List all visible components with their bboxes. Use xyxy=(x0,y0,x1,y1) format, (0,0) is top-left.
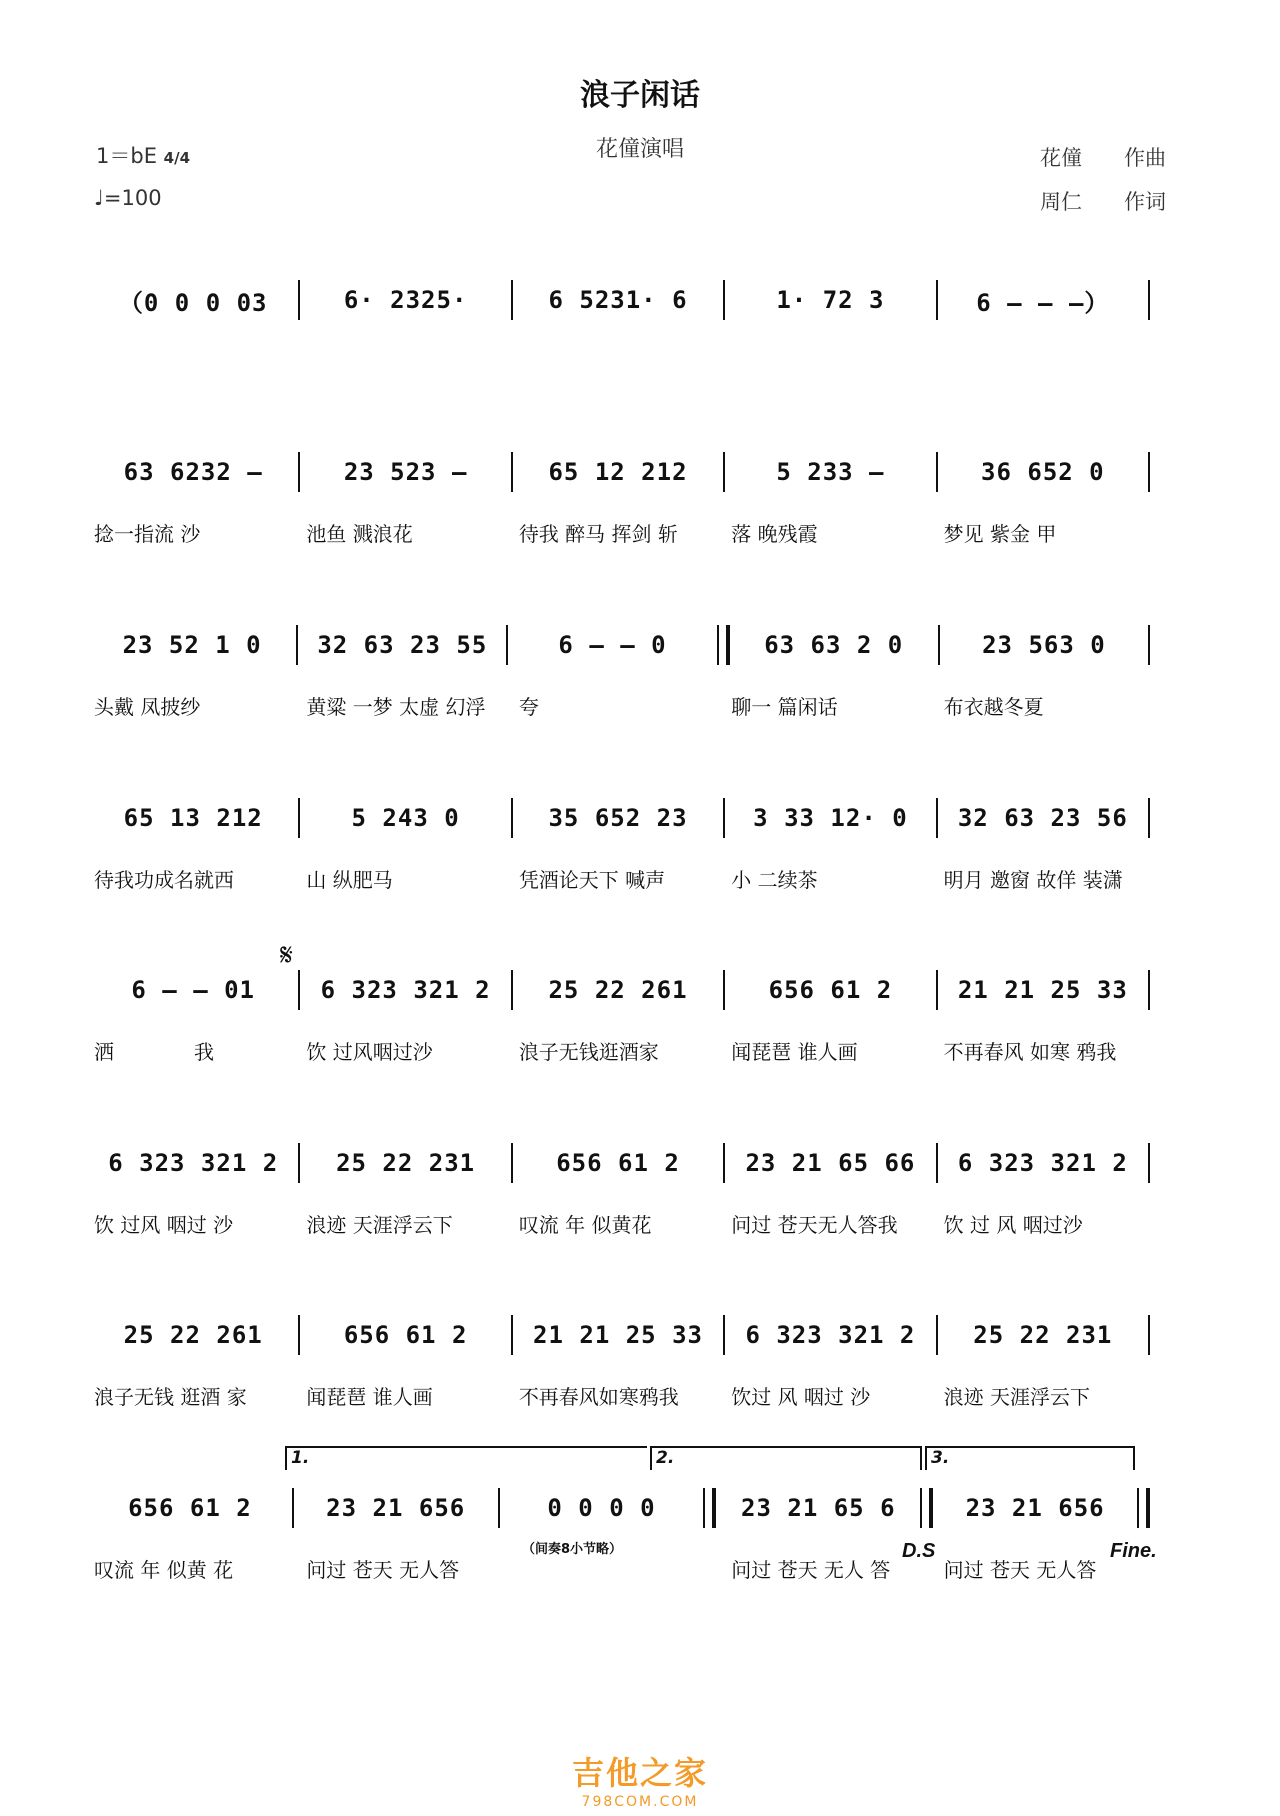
volta-1-bracket xyxy=(285,1446,647,1470)
lyric-segment: 不再春风如寒鸦我 xyxy=(518,1385,679,1409)
lyric-segment: 头戴 凤披纱 xyxy=(94,695,201,719)
score-system xyxy=(88,1143,1150,1243)
measure: 6· 2325· xyxy=(343,286,468,314)
barline xyxy=(1148,452,1150,492)
measure: 23 523 – xyxy=(343,458,468,486)
measure: 3 33 12· 0 xyxy=(753,804,908,832)
lyric-segment: 问过 苍天 无人 答 xyxy=(731,1558,891,1582)
score-system xyxy=(88,1315,1150,1415)
tempo-marking: ♩=100 xyxy=(94,186,162,210)
measure: 21 21 25 33 xyxy=(533,1321,703,1349)
barline xyxy=(1137,1488,1150,1528)
measure: 656 61 2 xyxy=(343,1321,468,1349)
measure: 32 63 23 56 xyxy=(957,804,1128,832)
score-system xyxy=(88,280,1150,380)
lyric-segment: 待我功成名就西 xyxy=(94,868,234,892)
lyric-segment: 问过 苍天 无人答 xyxy=(306,1558,460,1582)
watermark-main: 吉他之家 xyxy=(571,1754,708,1792)
notation-line xyxy=(88,625,1150,665)
lyric-segment: 问过 苍天 无人答 xyxy=(943,1558,1097,1582)
measure: 656 61 2 xyxy=(768,976,893,1004)
segno-sign: 𝄋 xyxy=(280,938,293,973)
measure: 6 323 321 2 xyxy=(320,976,491,1004)
measure: 63 63 2 0 xyxy=(764,631,904,659)
barline xyxy=(703,1488,716,1528)
lyric-segment: 浪迹 天涯浮云下 xyxy=(943,1385,1090,1409)
measure: 6 – – 01 xyxy=(131,976,255,1004)
notation-line xyxy=(88,1488,1150,1528)
score-system xyxy=(88,452,1150,552)
lyric-segment: 待我 醉马 挥剑 斩 xyxy=(518,522,678,546)
lyric-segment: 明月 邀窗 故佯 装潇 xyxy=(943,868,1123,892)
measure: 6 323 321 2 xyxy=(745,1321,916,1349)
measure: 25 22 261 xyxy=(123,1321,263,1349)
lyric-segment: 叹流 年 似黄 花 xyxy=(94,1558,234,1582)
fine-mark: Fine. xyxy=(1110,1540,1157,1562)
measure: 21 21 25 33 xyxy=(957,976,1128,1004)
key-label: 1＝bE xyxy=(96,144,157,168)
measure: 25 22 231 xyxy=(336,1149,476,1177)
measure: 25 22 231 xyxy=(973,1321,1113,1349)
lyricist-credit: 周仁 作词 xyxy=(1040,190,1166,214)
lyric-segment: 捻一指流 沙 xyxy=(94,522,201,546)
notation-line xyxy=(88,1143,1150,1183)
measure: 6 323 321 2 xyxy=(957,1149,1128,1177)
lyric-segment: 问过 苍天无人答我 xyxy=(731,1213,898,1237)
lyric-line xyxy=(88,1554,1150,1583)
lyric-segment: 黄粱 一梦 太虚 幻浮 xyxy=(306,695,486,719)
lyric-segment: 浪迹 天涯浮云下 xyxy=(306,1213,453,1237)
measure: 23 52 1 0 xyxy=(122,631,262,659)
volta-3-bracket xyxy=(925,1446,1135,1470)
lyric-segment: 布衣越冬夏 xyxy=(943,695,1044,719)
lyric-line xyxy=(88,1381,1150,1410)
lyric-segment: 聊一 篇闲话 xyxy=(731,695,838,719)
measure: 23 21 656 xyxy=(326,1494,466,1522)
barline xyxy=(1148,625,1150,665)
composer-credit: 花僮 作曲 xyxy=(1040,146,1166,170)
lyric-segment: 饮 过 风 咽过沙 xyxy=(943,1213,1083,1237)
lyric-segment: 夸 xyxy=(518,695,539,719)
measure: 23 21 65 6 xyxy=(741,1494,896,1522)
measure: 23 21 65 66 xyxy=(745,1149,916,1177)
lyric-segment: 不再春风 如寒 鸦我 xyxy=(943,1040,1117,1064)
lyric-segment xyxy=(513,1554,725,1583)
barline xyxy=(1148,1143,1150,1183)
measure: 6 323 321 2 xyxy=(108,1149,279,1177)
barline xyxy=(1148,280,1150,320)
lyric-segment: 洒 我 xyxy=(94,1040,214,1064)
lyric-segment: 山 纵肥马 xyxy=(306,868,393,892)
lyric-segment: 闻琵琶 谁人画 xyxy=(306,1385,433,1409)
lyric-segment: 饮 过风 咽过 沙 xyxy=(94,1213,234,1237)
lyric-segment: 梦见 紫金 甲 xyxy=(943,522,1057,546)
barline xyxy=(717,625,730,665)
watermark-sub: 798COM.COM xyxy=(581,1794,699,1810)
volta-1-label: 1. xyxy=(291,1448,310,1468)
time-signature: 4/4 xyxy=(163,149,191,167)
lyric-segment: 饮过 风 咽过 沙 xyxy=(731,1385,871,1409)
measure: 35 652 23 xyxy=(548,804,688,832)
singer-credit: 花僮演唱 xyxy=(595,137,684,162)
lyric-segment: 浪子无钱逛酒家 xyxy=(518,1040,659,1064)
key-signature xyxy=(96,140,190,170)
interlude-note: （间奏8小节略） xyxy=(522,1542,623,1557)
measure: 32 63 23 55 xyxy=(317,631,488,659)
watermark-logo xyxy=(0,1748,1280,1810)
measure: 36 652 0 xyxy=(981,458,1105,486)
measure: 65 12 212 xyxy=(548,458,688,486)
barline xyxy=(1148,798,1150,838)
measure: 65 13 212 xyxy=(123,804,263,832)
score-system xyxy=(88,625,1150,725)
measure: 5 233 – xyxy=(776,458,885,486)
measure: 656 61 2 xyxy=(128,1494,252,1522)
lyric-line xyxy=(88,1036,1150,1065)
lyric-segment: 凭酒论天下 喊声 xyxy=(518,868,666,892)
volta-3-label: 3. xyxy=(931,1448,950,1468)
measure: 6 5231· 6 xyxy=(548,286,688,314)
measure: 6 – – –） xyxy=(976,288,1110,317)
measure: 1· 72 3 xyxy=(776,286,885,314)
measure: 5 243 0 xyxy=(351,804,460,832)
lyric-segment: 落 晚残霞 xyxy=(731,522,818,546)
lyric-segment: 池鱼 溅浪花 xyxy=(306,522,413,546)
score-system xyxy=(88,970,1150,1070)
measure: 0 0 0 0 xyxy=(547,1494,656,1522)
volta-2-label: 2. xyxy=(656,1448,675,1468)
notation-line xyxy=(88,798,1150,838)
measure: 23 563 0 xyxy=(982,631,1106,659)
lyric-line xyxy=(88,691,1150,720)
lyric-line xyxy=(88,518,1150,547)
measure: 63 6232 – xyxy=(123,458,263,486)
barline xyxy=(920,1488,933,1528)
lyric-segment: 闻琵琶 谁人画 xyxy=(731,1040,858,1064)
lyric-line xyxy=(88,1209,1150,1238)
barline xyxy=(1148,1315,1150,1355)
barline xyxy=(1148,970,1150,1010)
notation-line xyxy=(88,452,1150,492)
song-title: 浪子闲话 xyxy=(580,78,700,113)
measure: 25 22 261 xyxy=(548,976,688,1004)
lyric-segment: 浪子无钱 逛酒 家 xyxy=(94,1385,247,1409)
score-system xyxy=(88,798,1150,898)
measure: 23 21 656 xyxy=(965,1494,1105,1522)
lyric-segment: 小 二续茶 xyxy=(731,868,818,892)
notation-line xyxy=(88,1315,1150,1355)
measure: 656 61 2 xyxy=(556,1149,680,1177)
notation-line xyxy=(88,970,1150,1010)
notation-line xyxy=(88,280,1150,320)
lyric-line xyxy=(88,864,1150,893)
measure: 6 – – 0 xyxy=(558,631,667,659)
measure: （0 0 0 03 xyxy=(118,288,268,317)
ds-mark: D.S xyxy=(902,1540,936,1562)
lyric-segment: 叹流 年 似黄花 xyxy=(518,1213,652,1237)
volta-2-bracket xyxy=(650,1446,922,1470)
lyric-segment: 饮 过风咽过沙 xyxy=(306,1040,433,1064)
